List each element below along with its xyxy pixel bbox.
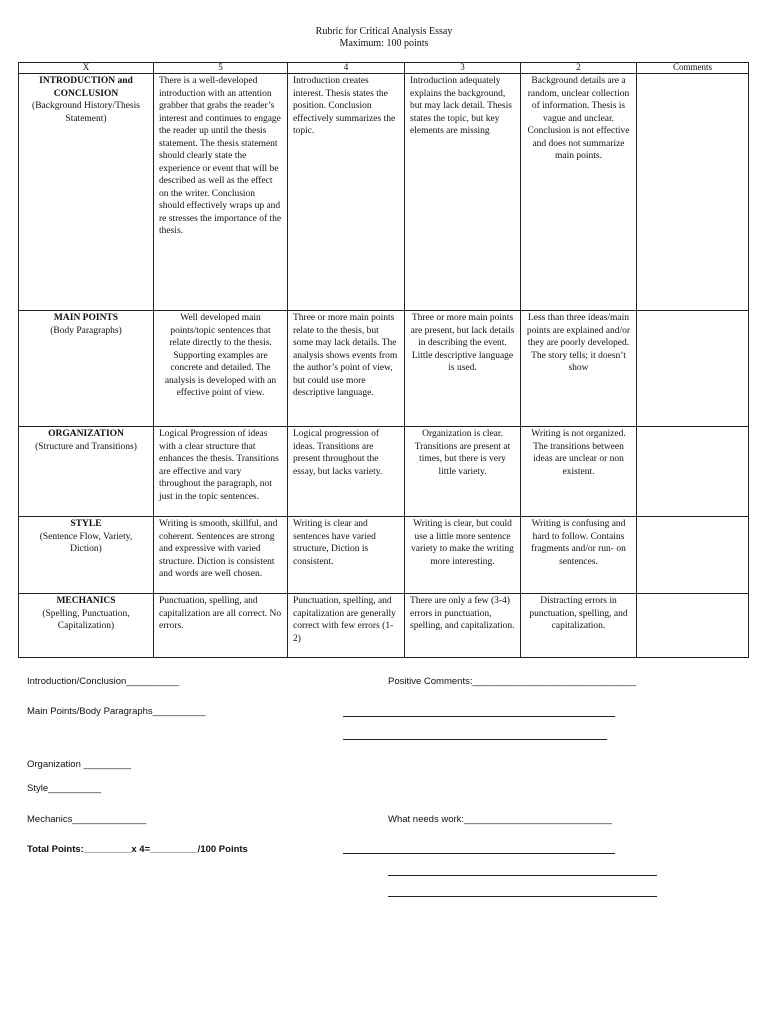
table-cell: Logical progression of ideas. Transitions are present throughout the essay, but lacks variety. [288, 427, 405, 517]
table-cell: Three or more main points are present, but lack details in describing the event. Little descriptive language is used. [405, 311, 521, 427]
row-category-title: ORGANIZATION [48, 429, 124, 439]
row-category-subtitle: (Body Paragraphs) [50, 325, 122, 336]
table-row [19, 594, 749, 658]
comments-cell [637, 427, 749, 517]
table-cell: Writing is confusing and hard to follow. Contains fragments and/or run- on sentences. [521, 517, 637, 594]
comments-cell [637, 311, 749, 427]
document-subtitle: Maximum: 100 points [339, 38, 429, 49]
table-cell: Writing is clear, but could use a little more sentence variety to make the writing more interesting. [405, 517, 521, 594]
intro-conclusion-score-field[interactable]: Introduction/Conclusion__________ [27, 676, 180, 687]
row-category-subtitle: (Sentence Flow, Variety, Diction) [39, 531, 133, 554]
table-cell: Well developed main points/topic sentences that relate directly to the thesis. Supporting examples are concrete and detailed. The analysis is developed with an effective point of view. [154, 311, 288, 427]
table-cell: There are only a few (3-4) errors in punctuation, spelling, and capitalization. [405, 594, 521, 658]
total-points-field[interactable]: Total Points:_________x 4=_________/100 Points [27, 844, 248, 855]
column-header: Comments [637, 63, 749, 74]
row-category [19, 74, 154, 311]
needs-work-line[interactable] [343, 853, 615, 854]
row-category [19, 311, 154, 427]
row-category-subtitle: (Background History/Thesis Statement) [32, 101, 140, 124]
row-category-title: MECHANICS [56, 596, 116, 606]
comments-cell [637, 594, 749, 658]
table-cell: Distracting errors in punctuation, spelling, and capitalization. [521, 594, 637, 658]
table-cell: Logical Progression of ideas with a clear structure that enhances the thesis. Transitions are effective and vary throughout the paragraph, not just in the topic sentences. [154, 427, 288, 517]
column-header: X [19, 63, 154, 74]
style-score-field[interactable]: Style__________ [27, 783, 101, 794]
rubric-table [18, 62, 749, 658]
table-row [19, 311, 749, 427]
positive-comments-line[interactable] [343, 739, 607, 740]
comments-cell [637, 517, 749, 594]
table-cell: Organization is clear. Transitions are present at times, but there is very little variety. [405, 427, 521, 517]
needs-work-line[interactable] [388, 896, 657, 897]
needs-work-line[interactable] [388, 875, 657, 876]
table-row [19, 427, 749, 517]
table-cell: Writing is not organized. The transitions between ideas are unclear or non existent. [521, 427, 637, 517]
document-title: Rubric for Critical Analysis Essay [315, 26, 453, 37]
row-category-subtitle: (Structure and Transitions) [35, 441, 137, 452]
table-header-row [19, 63, 749, 74]
table-cell: Writing is clear and sentences have varied structure, Diction is consistent. [288, 517, 405, 594]
table-cell: Introduction adequately explains the background, but may lack detail. Thesis states the topic, but key elements are missing [405, 74, 521, 311]
what-needs-work-field[interactable]: What needs work:____________________________ [388, 814, 612, 825]
table-cell: Punctuation, spelling, and capitalization are generally correct with few errors (1-2) [288, 594, 405, 658]
comments-cell [637, 74, 749, 311]
table-cell: Less than three ideas/main points are explained and/or they are poorly developed. The story tells; it doesn’t show [521, 311, 637, 427]
column-header: 3 [405, 63, 521, 74]
organization-score-field[interactable]: Organization _________ [27, 759, 132, 770]
row-category-title: MAIN POINTS [53, 313, 119, 323]
mechanics-score-field[interactable]: Mechanics______________ [27, 814, 147, 825]
row-category-subtitle: (Spelling, Punctuation, Capitalization) [42, 608, 130, 631]
row-category [19, 427, 154, 517]
positive-comments-field[interactable]: Positive Comments:_______________________________ [388, 676, 637, 687]
row-category-title: STYLE [70, 519, 102, 529]
column-header: 4 [288, 63, 405, 74]
table-cell: Introduction creates interest. Thesis states the position. Conclusion effectively summarizes the topic. [288, 74, 405, 311]
main-points-score-field[interactable]: Main Points/Body Paragraphs__________ [27, 706, 206, 717]
column-header: 5 [154, 63, 288, 74]
table-cell: Background details are a random, unclear collection of information. Thesis is vague and unclear. Conclusion is not effective and does not summarize main points. [521, 74, 637, 311]
table-cell: There is a well-developed introduction with an attention grabber that grabs the reader’s interest and continues to engage the reader up until the thesis statement. The thesis statement should clearly state the experience or event that will be described as well as the effect on the writer. Conclusion should effectively wraps up and re stresses the importance of the thesis. [154, 74, 288, 311]
row-category-title: INTRODUCTION and CONCLUSION [39, 76, 133, 99]
table-cell: Writing is smooth, skillful, and coherent. Sentences are strong and expressive with varied structure. Diction is consistent and words are well chosen. [154, 517, 288, 594]
row-category [19, 594, 154, 658]
table-cell: Punctuation, spelling, and capitalization are all correct. No errors. [154, 594, 288, 658]
table-cell: Three or more main points relate to the thesis, but some may lack details. The analysis shows events from the author’s point of view, but could use more descriptive language. [288, 311, 405, 427]
column-header: 2 [521, 63, 637, 74]
table-row [19, 74, 749, 311]
row-category [19, 517, 154, 594]
positive-comments-line[interactable] [343, 716, 615, 717]
table-row [19, 517, 749, 594]
